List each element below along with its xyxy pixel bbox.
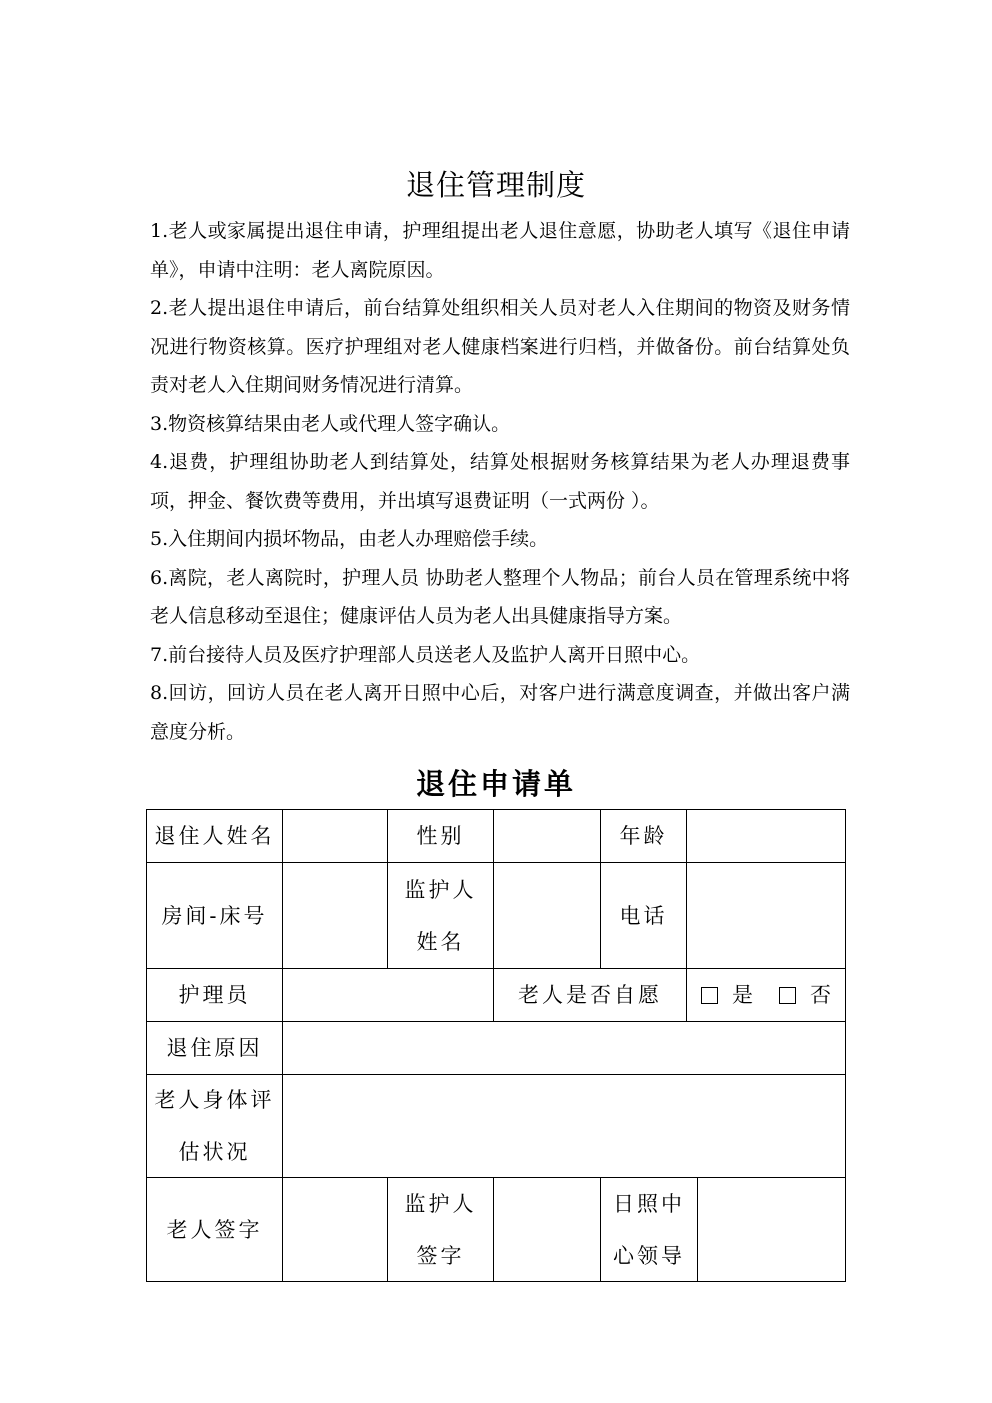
rule-item: 4.退费，护理组协助老人到结算处，结算处根据财务核算结果为老人办理退费事项，押金、餐饮费等费用，并出填写退费证明（一式两份 ）。 <box>150 451 850 512</box>
leader-label-line1: 日照中 <box>613 1191 685 1216</box>
rule-item: 8.回访，回访人员在老人离开日照中心后，对客户进行满意度调查，并做出客户满意度分析。 <box>150 682 850 743</box>
rule-item: 3.物资核算结果由老人或代理人签字确认。 <box>150 412 511 435</box>
rule-item: 6.离院，老人离院时，护理人员 协助老人整理个人物品；前台人员在管理系统中将老人信息移动至退住；健康评估人员为老人出具健康指导方案。 <box>150 566 850 627</box>
rule-item: 5.入住期间内损坏物品，由老人办理赔偿手续。 <box>150 528 549 550</box>
guardian-name-field[interactable] <box>493 862 601 969</box>
leader-label <box>600 1177 698 1282</box>
guardian-name-label-line2: 姓名 <box>416 929 465 954</box>
option-yes[interactable] <box>701 969 753 1021</box>
room-field[interactable] <box>282 862 388 969</box>
guardian-signature-label-line2: 签字 <box>416 1243 465 1268</box>
rules-list <box>150 212 850 751</box>
leader-signature-field[interactable] <box>697 1177 846 1282</box>
assessment-label <box>146 1074 283 1178</box>
room-label: 房间-床号 <box>146 862 283 969</box>
document-title: 退住管理制度 <box>405 168 586 202</box>
guardian-signature-label <box>387 1177 494 1282</box>
elder-signature-label: 老人签字 <box>146 1177 283 1282</box>
caregiver-label: 护理员 <box>146 968 283 1022</box>
guardian-signature-label-line1: 监护人 <box>404 1191 477 1216</box>
option-yes-label: 是 <box>732 983 753 1007</box>
checkbox-yes[interactable] <box>701 987 718 1004</box>
rule-item: 1.老人或家属提出退住申请，护理组提出老人退住意愿，协助老人填写《退住申请单》，申请中注明：老人离院原因。 <box>150 220 850 281</box>
gender-field[interactable] <box>493 809 601 863</box>
phone-label: 电话 <box>600 862 687 969</box>
leader-label-line2: 心领导 <box>613 1243 685 1268</box>
caregiver-field[interactable] <box>282 968 494 1022</box>
guardian-name-label <box>387 862 494 969</box>
assessment-label-line2: 估状况 <box>178 1140 251 1164</box>
reason-label: 退住原因 <box>146 1021 283 1075</box>
age-label: 年龄 <box>600 809 687 863</box>
option-no[interactable] <box>779 969 831 1021</box>
age-field[interactable] <box>686 809 846 863</box>
guardian-name-label-line1: 监护人 <box>404 877 477 902</box>
name-label: 退住人姓名 <box>146 809 283 863</box>
voluntary-choice <box>686 968 846 1022</box>
rule-item: 7.前台接待人员及医疗护理部人员送老人及监护人离开日照中心。 <box>150 643 701 666</box>
guardian-signature-field[interactable] <box>493 1177 601 1282</box>
phone-field[interactable] <box>686 862 846 969</box>
name-field[interactable] <box>282 809 388 863</box>
form-title: 退住申请单 <box>415 767 576 801</box>
rule-item: 2.老人提出退住申请后，前台结算处组织相关人员对老人入住期间的物资及财务情况进行物资核算。医疗护理组对老人健康档案进行归档，并做备份。前台结算处负责对老人入住期间财务情况进行清算。 <box>150 297 850 396</box>
option-no-label: 否 <box>810 983 831 1007</box>
reason-field[interactable] <box>282 1021 846 1075</box>
application-form-table <box>146 809 846 1282</box>
gender-label: 性别 <box>387 809 494 863</box>
checkbox-no[interactable] <box>779 987 796 1004</box>
assessment-field[interactable] <box>282 1074 846 1178</box>
voluntary-label: 老人是否自愿 <box>493 968 687 1022</box>
elder-signature-field[interactable] <box>282 1177 388 1282</box>
assessment-label-line1: 老人身体评 <box>154 1088 275 1112</box>
